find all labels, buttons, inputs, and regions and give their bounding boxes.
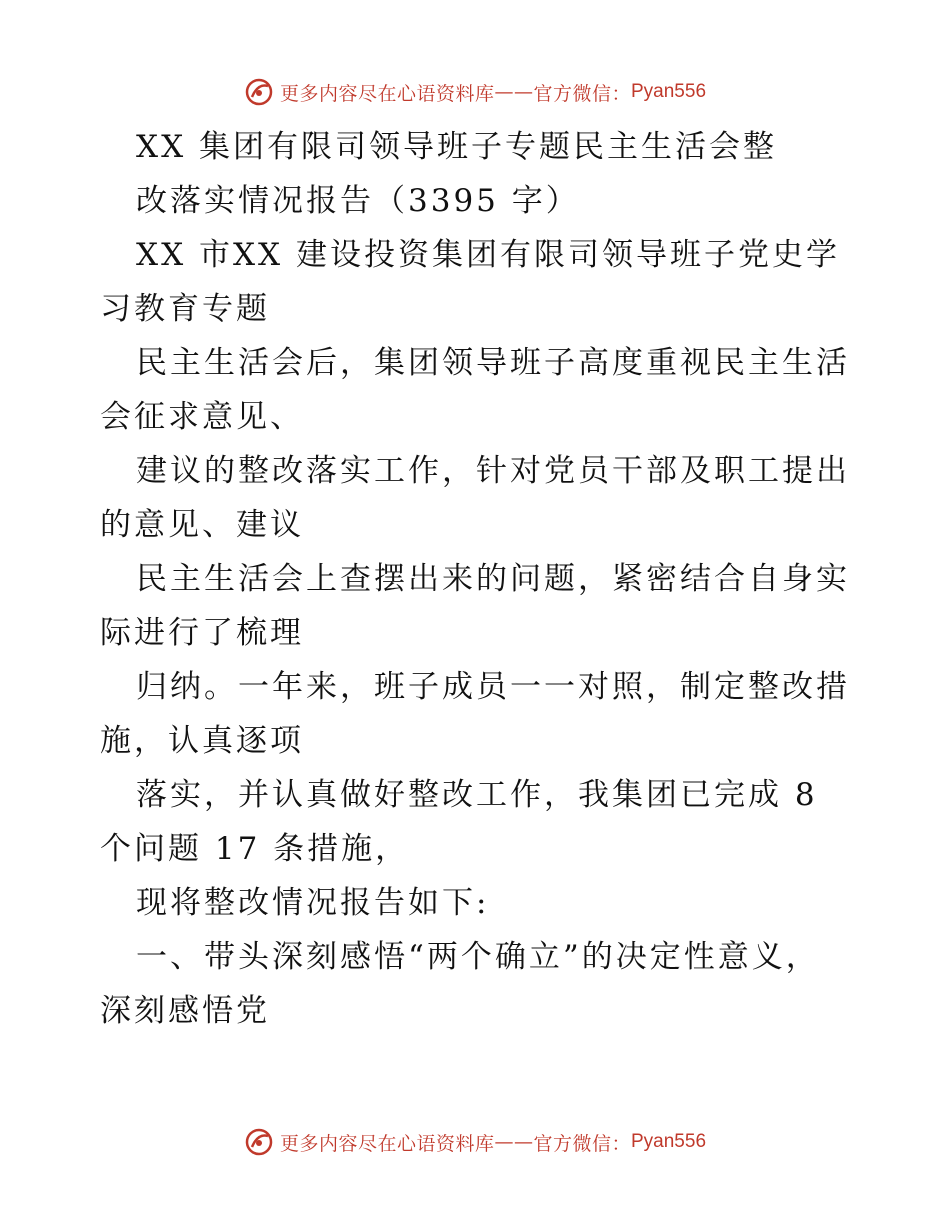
banner-text: 更多内容尽在心语资料库 <box>279 1132 495 1155</box>
text-line: 个问题 17 条措施， <box>100 831 410 867</box>
text-line: 现将整改情况报告如下: <box>136 885 490 921</box>
banner-wechat-label: 官方微信： <box>533 82 631 105</box>
text-line: 的意见、建议 <box>100 507 304 543</box>
text-line: 习教育专题 <box>100 291 270 327</box>
banner-wechat-id: Pyan556 <box>631 81 707 102</box>
text-line: 深刻感悟党 <box>100 993 270 1029</box>
text-line: 民主生活会后，集团领导班子高度重视民主生活 <box>136 345 850 381</box>
banner-dash: —— <box>494 81 534 103</box>
document-body <box>100 120 860 1038</box>
text-line: 改落实情况报告（3395 字） <box>136 183 580 219</box>
header-banner <box>0 72 950 112</box>
text-line: 施，认真逐项 <box>100 723 304 759</box>
text-line: 落实，并认真做好整改工作，我集团已完成 8 <box>136 777 818 813</box>
text-line: 会征求意见、 <box>100 399 304 435</box>
footer-banner <box>0 1122 950 1162</box>
text-line: XX 集团有限司领导班子专题民主生活会整 <box>136 129 777 165</box>
banner-wechat-id: Pyan556 <box>631 1131 707 1152</box>
text-line: XX 市XX 建设投资集团有限司领导班子党史学 <box>136 237 840 273</box>
brand-logo-icon <box>244 1127 274 1157</box>
banner-wechat-label: 官方微信： <box>533 1132 631 1155</box>
text-line: 际进行了梳理 <box>100 615 304 651</box>
text-line: 一、带头深刻感悟“两个确立”的决定性意义， <box>136 939 820 975</box>
banner-dash: —— <box>494 1131 534 1153</box>
text-line: 民主生活会上查摆出来的问题，紧密结合自身实 <box>136 561 850 597</box>
text-line: 归纳。一年来，班子成员一一对照，制定整改措 <box>136 669 850 705</box>
brand-logo-icon <box>244 77 274 107</box>
text-line: 建议的整改落实工作，针对党员干部及职工提出 <box>136 453 850 489</box>
banner-text: 更多内容尽在心语资料库 <box>279 82 495 105</box>
